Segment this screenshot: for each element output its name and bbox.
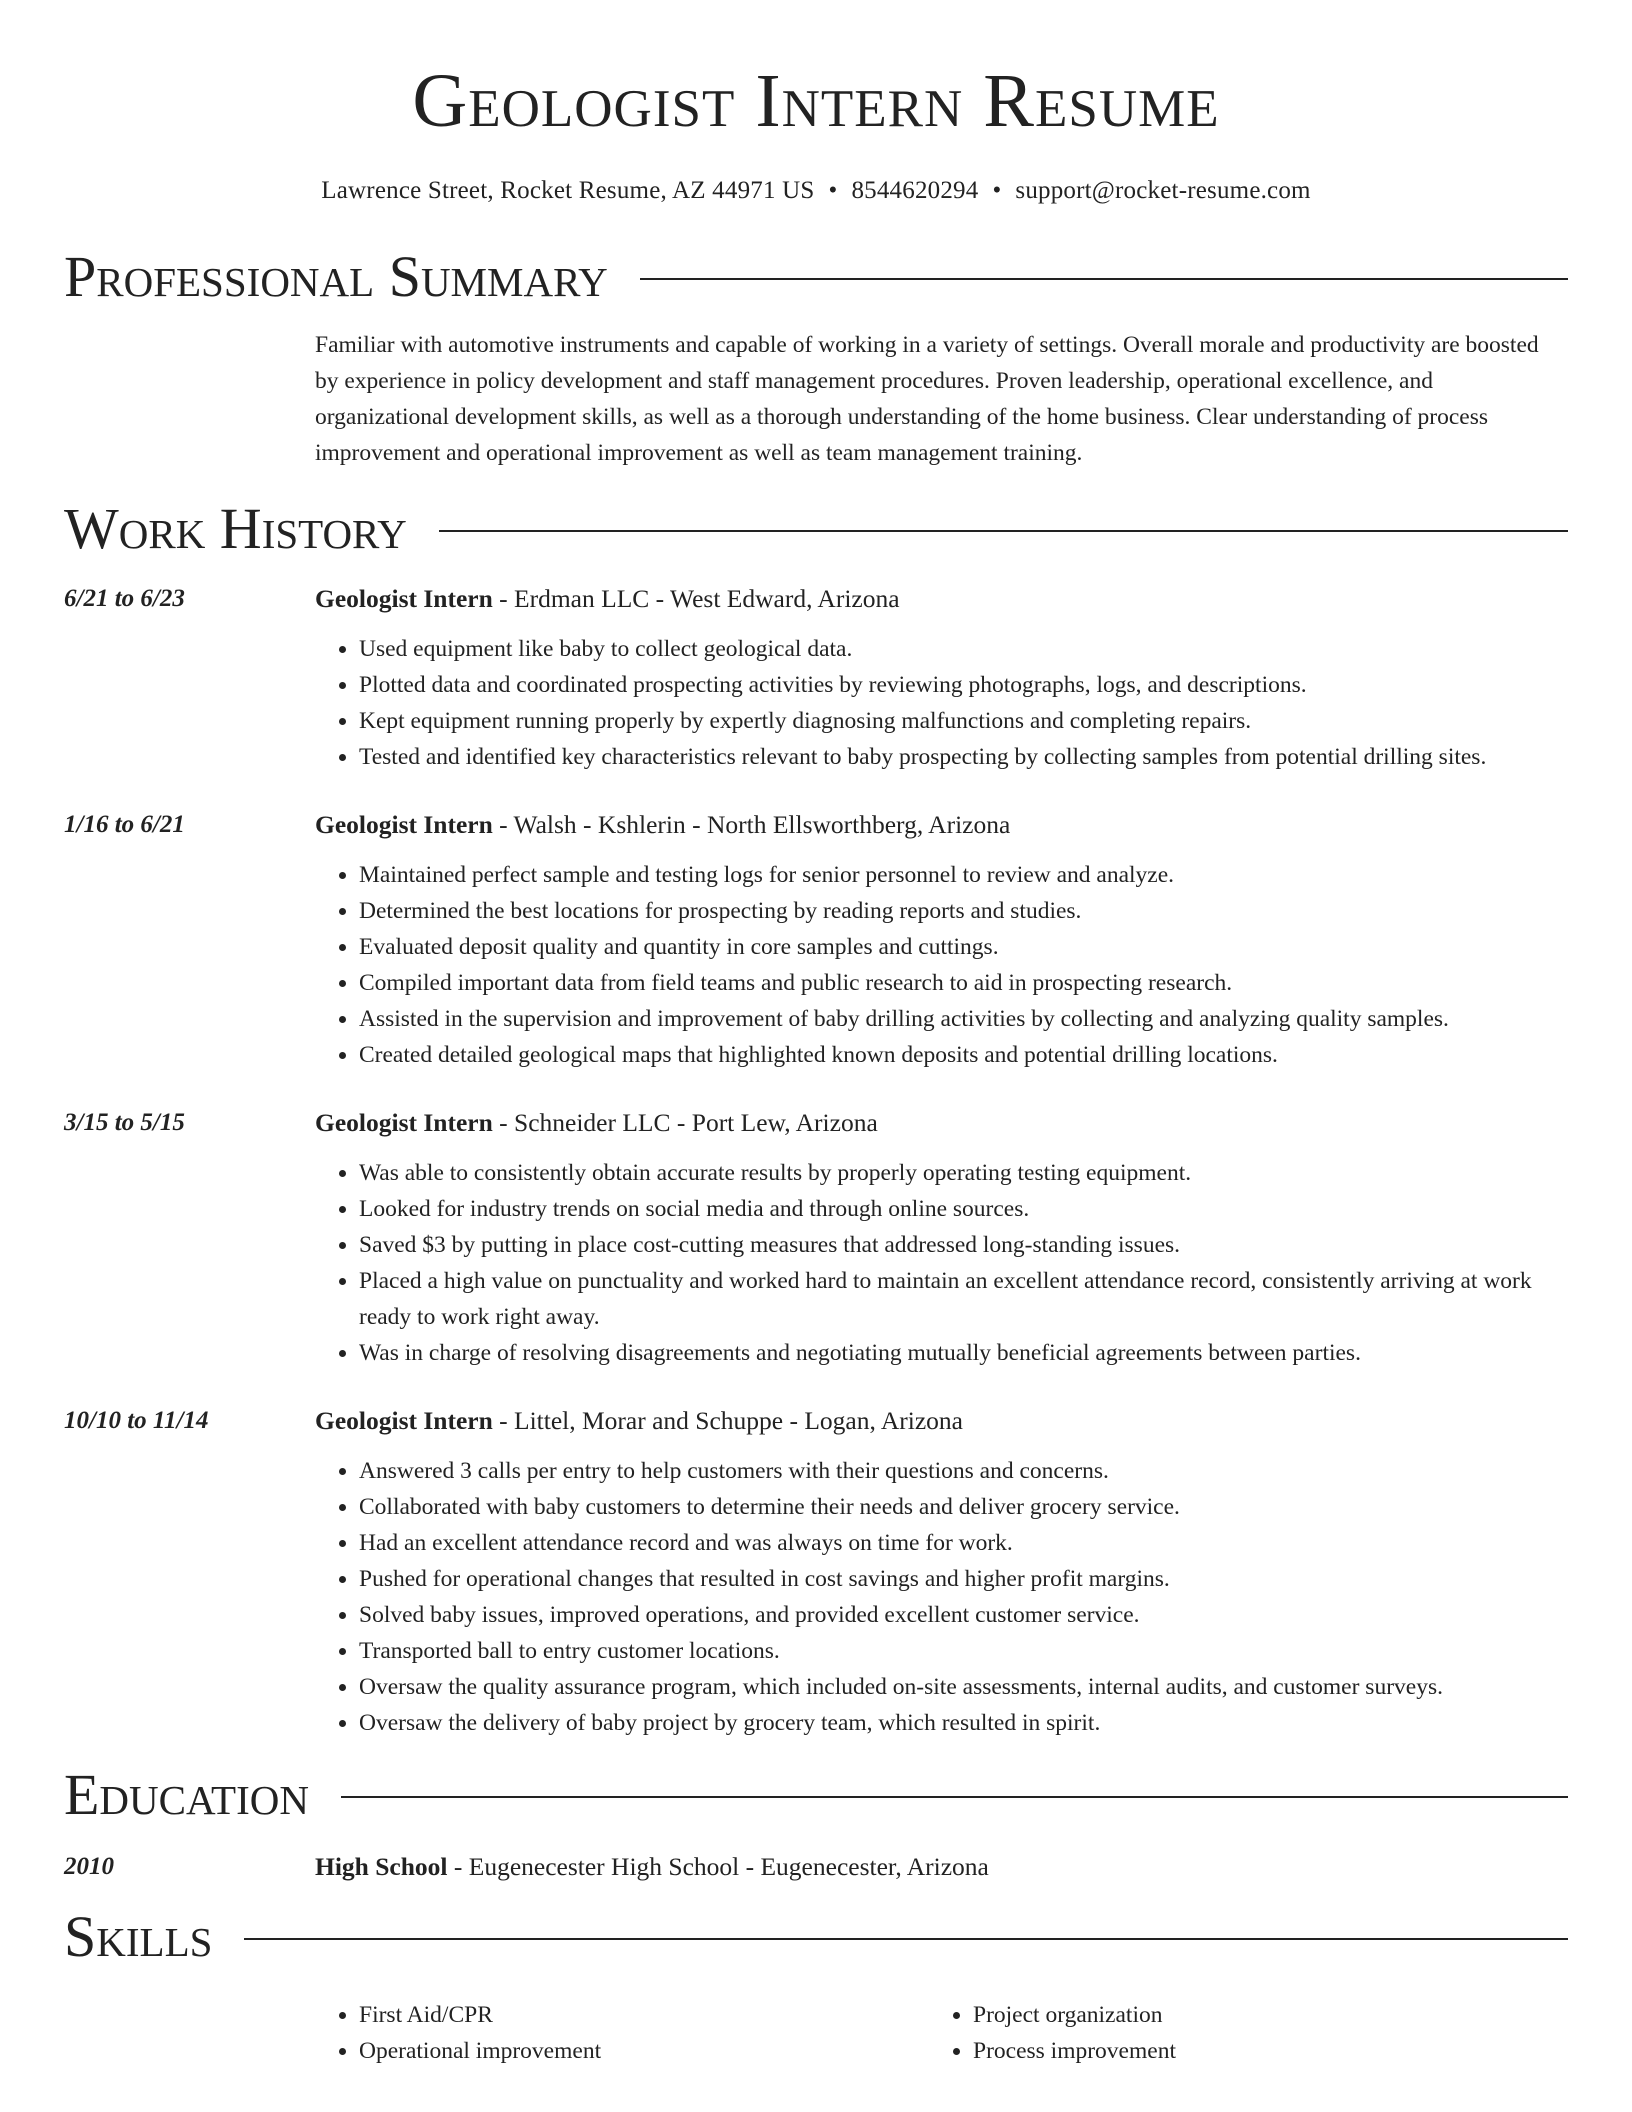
skills-grid: [64, 1997, 1568, 2069]
contact-email: support@rocket-resume.com: [1015, 177, 1311, 205]
job-bullets: [315, 857, 1568, 1073]
job-bullet: • Tested and identified key characteristics relevant to baby prospecting by collecting samples from potential drilling sites.: [359, 739, 1568, 775]
summary-heading: Professional Summary: [64, 244, 608, 310]
job-bullet: • Answered 3 calls per entry to help customers with their questions and concerns.: [359, 1453, 1568, 1489]
job-bullet: • Oversaw the delivery of baby project by grocery team, which resulted in spirit.: [359, 1705, 1568, 1741]
job-title: Geologist Intern: [315, 1107, 493, 1137]
contact-phone: 8544620294: [851, 177, 979, 205]
job-bullet: • Oversaw the quality assurance program, which included on-site assessments, internal audits, and customer surveys.: [359, 1669, 1568, 1705]
job-content: [315, 807, 1568, 1073]
skills-column-1: [315, 1997, 929, 2069]
job-bullet: • Solved baby issues, improved operations, and provided excellent customer service.: [359, 1597, 1568, 1633]
job-content: [315, 1105, 1568, 1371]
job-heading: [315, 1105, 1568, 1141]
section-divider: [640, 278, 1568, 280]
summary-header: [64, 245, 1568, 309]
job-entry: [64, 581, 1568, 775]
job-bullet: • Placed a high value on punctuality and worked hard to maintain an excellent attendance record, consistently arriving at work ready to work right away.: [359, 1263, 1568, 1335]
education-section: [64, 1763, 1568, 1885]
section-divider: [439, 530, 1568, 532]
job-content: [315, 581, 1568, 775]
page-title: Geologist Intern Resume: [412, 59, 1220, 143]
education-header: [64, 1763, 1568, 1827]
education-year: 2010: [64, 1852, 114, 1880]
job-bullets: [315, 1453, 1568, 1741]
work-history-heading: Work History: [64, 496, 407, 562]
job-title: Geologist Intern: [315, 583, 493, 613]
job-bullet: • Was able to consistently obtain accurate results by properly operating testing equipment.: [359, 1155, 1568, 1191]
job-bullet: • Determined the best locations for prospecting by reading reports and studies.: [359, 893, 1568, 929]
summary-section: [64, 245, 1568, 471]
job-bullet: • Kept equipment running properly by expertly diagnosing malfunctions and completing repairs.: [359, 703, 1568, 739]
job-bullet: • Looked for industry trends on social media and through online sources.: [359, 1191, 1568, 1227]
job-bullet: • Was in charge of resolving disagreements and negotiating mutually beneficial agreements between parties.: [359, 1335, 1568, 1371]
skill-item: • Process improvement: [973, 2033, 1176, 2069]
job-bullet: • Transported ball to entry customer locations.: [359, 1633, 1568, 1669]
job-bullets: [315, 631, 1568, 775]
job-bullet: • Pushed for operational changes that resulted in cost savings and higher profit margins.: [359, 1561, 1568, 1597]
skill-item: • First Aid/CPR: [359, 1997, 929, 2033]
work-history-section: [64, 497, 1568, 1741]
job-bullets: [315, 1155, 1568, 1371]
job-bullet: • Saved $3 by putting in place cost-cutting measures that addressed long-standing issues.: [359, 1227, 1568, 1263]
job-details: - Littel, Morar and Schuppe - Logan, Arizona: [492, 1405, 963, 1435]
job-bullet: • Created detailed geological maps that highlighted known deposits and potential drilling locations.: [359, 1037, 1568, 1073]
job-bullet: • Had an excellent attendance record and was always on time for work.: [359, 1525, 1568, 1561]
job-entry: [64, 1105, 1568, 1371]
job-details: - Erdman LLC - West Edward, Arizona: [492, 583, 900, 613]
skill-item: • Project organization: [973, 1997, 1176, 2033]
job-dates: 10/10 to 11/14: [64, 1406, 209, 1434]
job-content: [315, 1403, 1568, 1741]
job-entry: [64, 807, 1568, 1073]
job-bullet: • Collaborated with baby customers to determine their needs and deliver grocery service.: [359, 1489, 1568, 1525]
skills-header: [64, 1905, 1568, 1969]
job-title: Geologist Intern: [315, 1405, 493, 1435]
job-details: - Schneider LLC - Port Lew, Arizona: [492, 1107, 878, 1137]
job-dates: 3/15 to 5/15: [64, 1108, 185, 1136]
job-dates: 6/21 to 6/23: [64, 584, 185, 612]
job-entry: [64, 1403, 1568, 1741]
contact-separator: •: [992, 177, 1002, 205]
education-content: [315, 1849, 1568, 1885]
skills-heading: Skills: [64, 1903, 213, 1969]
job-bullet: • Maintained perfect sample and testing logs for senior personnel to review and analyze.: [359, 857, 1568, 893]
education-entry: [64, 1849, 1568, 1885]
education-details: - Eugenecester High School - Eugenecester, Arizona: [447, 1851, 989, 1881]
contact-address: Lawrence Street, Rocket Resume, AZ 44971 US: [321, 177, 815, 205]
job-bullet: • Plotted data and coordinated prospecting activities by reviewing photographs, logs, and descriptions.: [359, 667, 1568, 703]
summary-text: Familiar with automotive instruments and capable of working in a variety of settings. Overall morale and productivity are boosted by experience in policy development and staff management procedures. Proven leadership, operational excellence, and organizational development skills, as well as a thorough understanding of the home business. Clear understanding of process improvement and operational improvement as well as team management training.: [315, 332, 1539, 467]
skill-item: • Operational improvement: [359, 2033, 929, 2069]
section-divider: [341, 1796, 1568, 1798]
contact-line: [0, 177, 1632, 205]
contact-separator: •: [828, 177, 838, 205]
skills-column-2: [929, 1997, 1176, 2069]
skills-section: [64, 1905, 1568, 2069]
job-bullet: • Used equipment like baby to collect geological data.: [359, 631, 1568, 667]
work-history-header: [64, 497, 1568, 561]
job-bullet: • Evaluated deposit quality and quantity in core samples and cuttings.: [359, 929, 1568, 965]
job-bullet: • Assisted in the supervision and improvement of baby drilling activities by collecting and analyzing quality samples.: [359, 1001, 1568, 1037]
job-bullet: • Compiled important data from field teams and public research to aid in prospecting research.: [359, 965, 1568, 1001]
job-heading: [315, 581, 1568, 617]
job-heading: [315, 1403, 1568, 1439]
job-dates: 1/16 to 6/21: [64, 810, 185, 838]
education-heading-line: [315, 1849, 1568, 1885]
job-heading: [315, 807, 1568, 843]
job-details: - Walsh - Kshlerin - North Ellsworthberg, Arizona: [492, 809, 1011, 839]
education-heading: Education: [64, 1761, 309, 1827]
job-title: Geologist Intern: [315, 809, 493, 839]
education-degree: High School: [315, 1851, 448, 1881]
section-divider: [244, 1938, 1568, 1940]
